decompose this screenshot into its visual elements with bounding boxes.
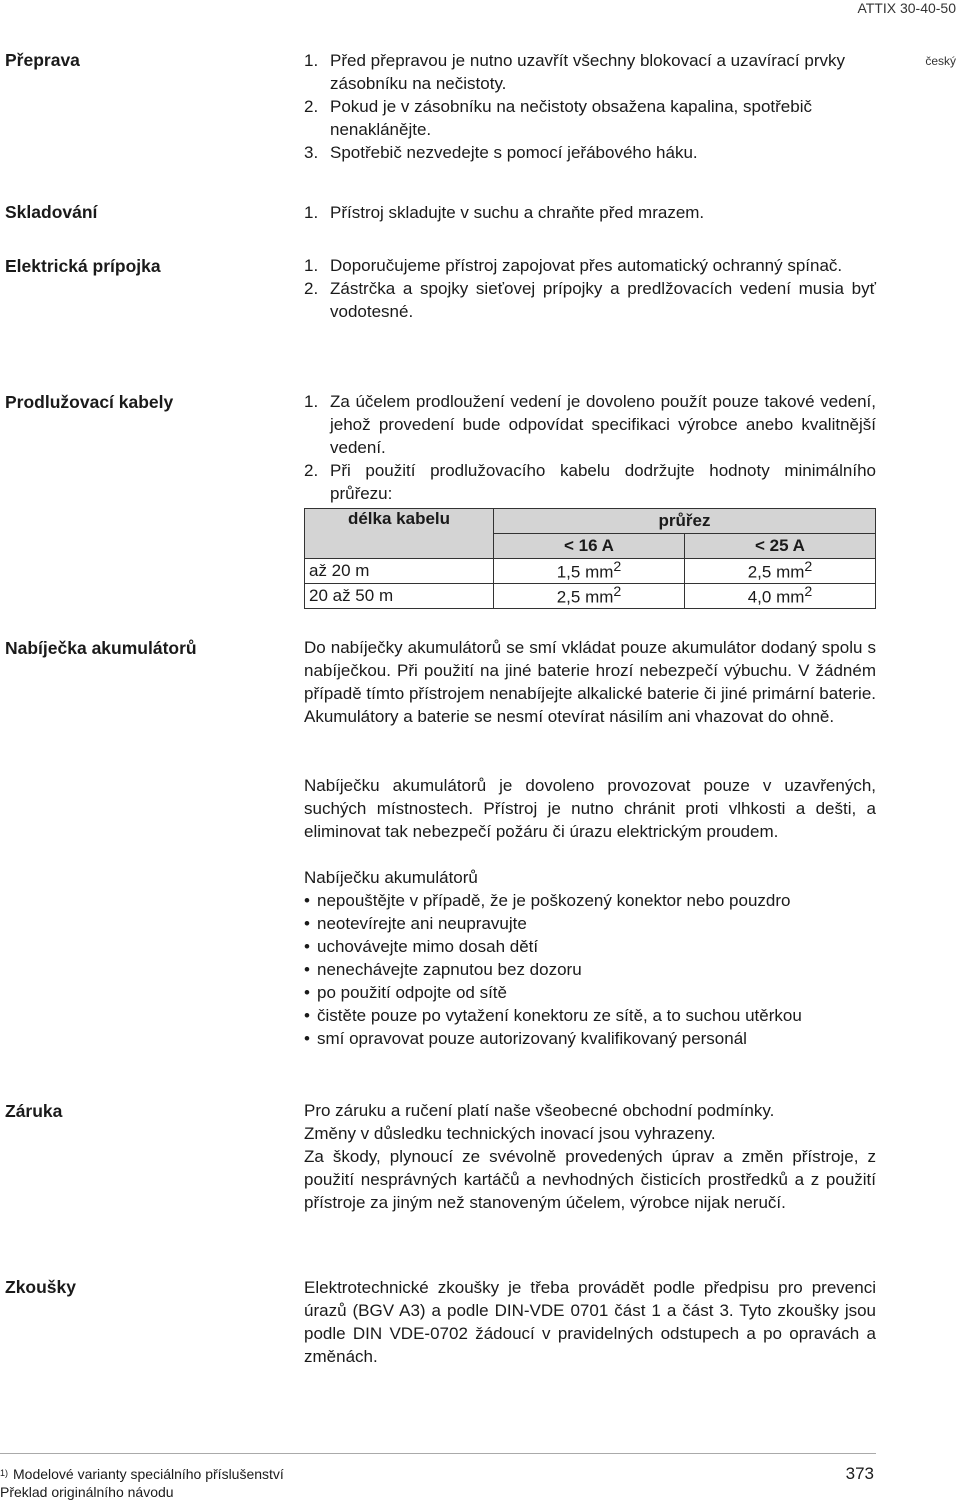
list-item: • nepouštějte v případě, že je poškozený konektor nebo pouzdro — [304, 889, 876, 912]
preprava-list — [304, 49, 876, 164]
list-item: • smí opravovat pouze autorizovaný kvalifikovaný personál — [304, 1027, 876, 1050]
language-label: český — [925, 54, 956, 68]
list-item: 1. Před přepravou je nutno uzavřít všechny blokovací a uzavírací prvky zásobníku na nečistoty. — [304, 51, 845, 93]
heading-prodluzovaci: Prodlužovací kabely — [5, 392, 174, 412]
row-value-25a: 4,0 $mm^2$ — [685, 584, 876, 609]
preprava-content — [304, 49, 876, 164]
translation-note: Překlad originálního návodu — [0, 1484, 174, 1500]
heading-nabijecka: Nabíječka akumulátorů — [5, 638, 197, 658]
nabijecka-bullet-list — [304, 889, 876, 1050]
skladovani-content — [304, 201, 876, 224]
table-row — [305, 559, 876, 584]
prodluzovaci-list — [304, 390, 876, 505]
list-item: • čistěte pouze po vytažení konektoru ze sítě, a to suchou utěrkou — [304, 1004, 876, 1027]
table-header-row — [305, 509, 876, 534]
zkousky-content: Elektrotechnické zkoušky je třeba provádět podle předpisu pro prevenci úrazů (BGV A3) a podle DIN-VDE 0701 část 1 a část 3. Tyto zkoušky jsou podle DIN VDE-0702 žádoucí v pravidelných odstupech a po opravách a změnách. — [304, 1278, 876, 1366]
footer-divider — [0, 1453, 876, 1454]
skladovani-list — [304, 201, 876, 224]
list-item: 2. Při použití prodlužovacího kabelu dodržujte hodnoty minimálního průřezu: — [304, 461, 876, 503]
list-item: • neotevírejte ani neupravujte — [304, 912, 876, 935]
row-length: 20 až 50 m — [305, 584, 494, 609]
nabijecka-list-intro: Nabíječku akumulátorů — [304, 868, 478, 887]
list-item: 2. Pokud je v zásobníku na nečistoty obsažena kapalina, spotřebič nenaklánějte. — [304, 97, 812, 139]
subheader-16a: < 16 A — [494, 534, 685, 559]
elektricka-content — [304, 254, 876, 323]
nabijecka-para-1: Do nabíječky akumulátorů se smí vkládat pouze akumulátor dodaný spolu s nabíječkou. Při použití na jiné baterie hrozí nebezpečí výbuchu. V žádném případě tímto přístrojem nenabíjejte alkalické baterie či jiné primární baterie. Akumulátory a baterie se nesmí otevírat násilím ani vhazovat do ohně. — [304, 638, 876, 726]
zaruka-line-1: Pro záruku a ručení platí naše všeobecné obchodní podmínky. — [304, 1101, 775, 1120]
list-item: • uchovávejte mimo dosah dětí — [304, 935, 876, 958]
cable-cross-section-table — [304, 508, 876, 609]
list-item: • nenechávejte zapnutou bez dozoru — [304, 958, 876, 981]
row-value-16a: 1,5 $mm^2$ — [494, 559, 685, 584]
footnote-line: $^{1)}$ Modelové varianty speciálního příslušenství — [0, 1466, 284, 1482]
prodluzovaci-content — [304, 390, 876, 505]
nabijecka-list-block — [304, 866, 876, 1050]
footnote — [0, 1465, 284, 1501]
header-length: délka kabelu — [305, 509, 494, 559]
row-value-16a: 2,5 $mm^2$ — [494, 584, 685, 609]
elektricka-list — [304, 254, 876, 323]
heading-elektricka: Elektrická prípojka — [5, 256, 161, 276]
heading-skladovani: Skladování — [5, 202, 98, 222]
heading-zaruka: Záruka — [5, 1101, 63, 1121]
list-item: 1. Za účelem prodloužení vedení je dovoleno použít pouze takové vedení, jehož provedení bude odpovídat specifikaci výrobce anebo kvalitnější vedení. — [304, 392, 876, 457]
heading-zkousky: Zkoušky — [5, 1277, 76, 1297]
zaruka-line-3: Za škody, plynoucí ze svévolně provedených úprav a změn přístroje, z použití nesprávných kartáčů a nevhodných čisticích prostředků a z použití přístroje za jiným než stanoveným účelem, výrobce nijak neručí. — [304, 1147, 876, 1212]
page-number: 373 — [845, 1464, 874, 1483]
table-row — [305, 584, 876, 609]
row-length: až 20 m — [305, 559, 494, 584]
list-item: 1. Přístroj skladujte v suchu a chraňte před mrazem. — [304, 203, 705, 222]
zaruka-line-2: Změny v důsledku technických inovací jsou vyhrazeny. — [304, 1124, 716, 1143]
list-item: • po použití odpojte od sítě — [304, 981, 876, 1004]
row-value-25a: 2,5 $mm^2$ — [685, 559, 876, 584]
subheader-25a: < 25 A — [685, 534, 876, 559]
list-item: 1. Doporučujeme přístroj zapojovat přes automatický ochranný spínač. — [304, 256, 843, 275]
list-item: 3. Spotřebič nezvedejte s pomocí jeřábového háku. — [304, 143, 698, 162]
list-item: 2. Zástrčka a spojky sieťovej prípojky a predlžovacích vedení musia byť vodotesné. — [304, 279, 876, 321]
heading-preprava: Přeprava — [5, 50, 80, 70]
document-code: ATTIX 30-40-50 — [857, 0, 956, 16]
header-section: průřez — [494, 509, 876, 534]
nabijecka-para-2: Nabíječku akumulátorů je dovoleno provozovat pouze v uzavřených, suchých místnostech. Přístroj je nutno chránit proti vlhkosti a dešti, a eliminovat tak nebezpečí požáru či úrazu elektrickým proudem. — [304, 776, 876, 841]
zaruka-content — [304, 1099, 876, 1214]
